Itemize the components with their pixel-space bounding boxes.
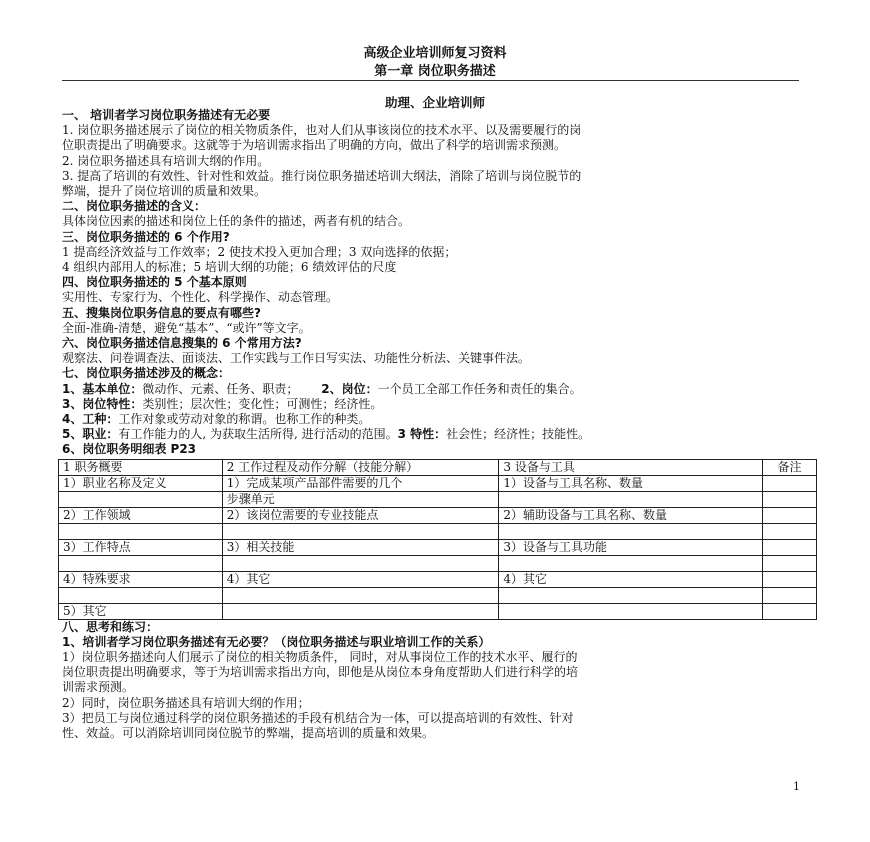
paragraph-line: 2）同时，岗位职务描述具有培训大纲的作用； <box>62 695 310 710</box>
table-cell <box>499 603 763 619</box>
table-cell <box>499 491 763 507</box>
table-cell: 1）职业名称及定义 <box>59 475 223 491</box>
term-text: 社会性；经济性；技能性。 <box>446 427 591 442</box>
section-heading: 四、岗位职务描述的 5 个基本原则 <box>62 275 247 290</box>
table-header-row <box>59 459 817 475</box>
term-text: 一个员工全部工作任务和责任的集合。 <box>377 381 582 396</box>
table-cell <box>499 587 763 603</box>
table-cell: 2）工作领域 <box>59 507 223 523</box>
table-cell: 5）其它 <box>59 603 223 619</box>
table-cell <box>59 555 223 571</box>
section-heading: 八、思考和练习： <box>62 619 159 634</box>
section-heading: 三、岗位职务描述的 6 个作用? <box>62 229 230 244</box>
term-label: 3 特性： <box>397 427 447 442</box>
term-text: 微动作、元素、任务、职责； <box>142 381 299 396</box>
table-cell <box>763 491 817 507</box>
question-heading: 1、培训者学习岗位职务描述有无必要？（岗位职务描述与职业培训工作的关系） <box>62 634 491 649</box>
paragraph-line: 观察法、问卷调查法、面谈法、工作实践与工作日写实法、功能性分析法、关键事件法。 <box>62 351 531 366</box>
section-heading: 五、搜集岗位职务信息的要点有哪些? <box>62 305 261 320</box>
table-cell <box>763 587 817 603</box>
table-cell <box>763 539 817 555</box>
table-cell <box>763 507 817 523</box>
concept-line <box>62 382 812 397</box>
table-cell <box>59 523 223 539</box>
term-label: 5、职业： <box>62 427 119 442</box>
concept-line <box>62 397 812 412</box>
table-cell <box>763 555 817 571</box>
table-cell <box>763 523 817 539</box>
paragraph-line: 3）把员工与岗位通过科学的岗位职务描述的手段有机结合为一体，可以提高培训的有效性、针对 <box>62 710 574 725</box>
table-row <box>59 587 817 603</box>
section-heading: 6、岗位职务明细表 P23 <box>62 442 197 457</box>
table-cell <box>59 587 223 603</box>
table-row <box>59 475 817 491</box>
section-heading: 一、 培训者学习岗位职务描述有无必要 <box>62 108 271 122</box>
document-body <box>62 108 812 741</box>
table-header-cell: 1 职务概要 <box>59 459 223 475</box>
section-subtitle: 助理、企业培训师 <box>384 95 485 110</box>
table-header-cell: 备注 <box>763 459 817 475</box>
table-cell: 3）工作特点 <box>59 539 223 555</box>
paragraph-line: 训需求预测。 <box>62 680 135 695</box>
table-cell: 步骤单元 <box>222 491 499 507</box>
term-text: 类别性；层次性；变化性；可测性；经济性。 <box>142 396 383 411</box>
section-heading: 二、岗位职务描述的含义： <box>62 199 207 214</box>
table-cell <box>222 603 499 619</box>
table-row <box>59 555 817 571</box>
table-row <box>59 539 817 555</box>
table-cell: 2）该岗位需要的专业技能点 <box>222 507 499 523</box>
table-cell: 2）辅助设备与工具名称、数量 <box>499 507 763 523</box>
table-cell: 4）其它 <box>499 571 763 587</box>
table-row <box>59 603 817 619</box>
table-row <box>59 491 817 507</box>
table-header-cell: 3 设备与工具 <box>499 459 763 475</box>
table-row <box>59 523 817 539</box>
concept-line <box>62 427 812 442</box>
paragraph-line: 性、效益。可以消除培训同岗位脱节的弊端，提高培训的质量和效果。 <box>62 726 435 741</box>
job-detail-table <box>58 459 817 620</box>
table-cell <box>222 523 499 539</box>
paragraph-line: 1）岗位职务描述向人们展示了岗位的相关物质条件， 同时，对从事岗位工作的技术水平、履行的 <box>62 650 578 665</box>
table-cell: 1）设备与工具名称、数量 <box>499 475 763 491</box>
paragraph-line: 位职责提出了明确要求。这就等于为培训需求指出了明确的方向，做出了科学的培训需求预测。 <box>62 138 567 153</box>
paragraph-line: 4 组织内部用人的标准；5 培训大纲的功能；6 绩效评估的尺度 <box>62 260 397 275</box>
table-cell <box>763 603 817 619</box>
table-cell <box>763 571 817 587</box>
term-label: 4、工种： <box>62 412 119 427</box>
table-cell <box>59 491 223 507</box>
term-label: 1、基本单位： <box>62 381 143 396</box>
section-heading: 七、岗位职务描述涉及的概念： <box>62 366 231 381</box>
paragraph-line: 3. 提高了培训的有效性、针对性和效益。推行岗位职务描述培训大纲法，消除了培训与岗位脱节的 <box>62 168 582 183</box>
term-text: 工作对象或劳动对象的称谓。也称工作的种类。 <box>118 412 371 427</box>
chapter-title: 第一章 岗位职务描述 <box>374 64 496 79</box>
term-label: 2、岗位： <box>321 381 378 396</box>
table-row <box>59 571 817 587</box>
paragraph-line: 1. 岗位职务描述展示了岗位的相关物质条件，也对人们从事该岗位的技术水平、以及需要履行的岗 <box>62 123 582 138</box>
header-divider <box>62 80 799 81</box>
section-heading: 六、岗位职务描述信息搜集的 6 个常用方法? <box>62 336 302 351</box>
term-label: 3、岗位特性： <box>62 396 143 411</box>
paragraph-line: 弊端，提升了岗位培训的质量和效果。 <box>62 184 267 199</box>
term-text: 有工作能力的人, 为获取生活所得, 进行活动的范围。 <box>118 427 398 442</box>
table-cell <box>763 475 817 491</box>
paragraph-line: 具体岗位因素的描述和岗位上任的条件的描述，两者有机的结合。 <box>62 214 411 229</box>
table-cell <box>499 523 763 539</box>
table-cell: 4）特殊要求 <box>59 571 223 587</box>
table-cell <box>222 587 499 603</box>
paragraph-line: 实用性、专家行为、个性化、科学操作、动态管理。 <box>62 290 339 305</box>
table-cell: 1）完成某项产品部件需要的几个 <box>222 475 499 491</box>
table-header-cell: 2 工作过程及动作分解（技能分解） <box>222 459 499 475</box>
paragraph-line: 全面-准确-清楚，避免“基本”、“或许”等文字。 <box>62 320 311 335</box>
page-number: 1 <box>793 780 800 793</box>
paragraph-line: 1 提高经济效益与工作效率；2 使技术投入更加合理；3 双向选择的依据； <box>62 244 457 259</box>
paragraph-line: 2. 岗位职务描述具有培训大纲的作用。 <box>62 153 270 168</box>
table-cell <box>222 555 499 571</box>
document-title: 高级企业培训师复习资料 <box>363 46 507 61</box>
table-cell <box>499 555 763 571</box>
table-row <box>59 507 817 523</box>
table-cell: 3）设备与工具功能 <box>499 539 763 555</box>
table-cell: 4）其它 <box>222 571 499 587</box>
table-cell: 3）相关技能 <box>222 539 499 555</box>
paragraph-line: 岗位职责提出明确要求，等于为培训需求指出方向，即他是从岗位本身角度帮助人们进行科学的培 <box>62 665 579 680</box>
concept-line <box>62 412 812 427</box>
